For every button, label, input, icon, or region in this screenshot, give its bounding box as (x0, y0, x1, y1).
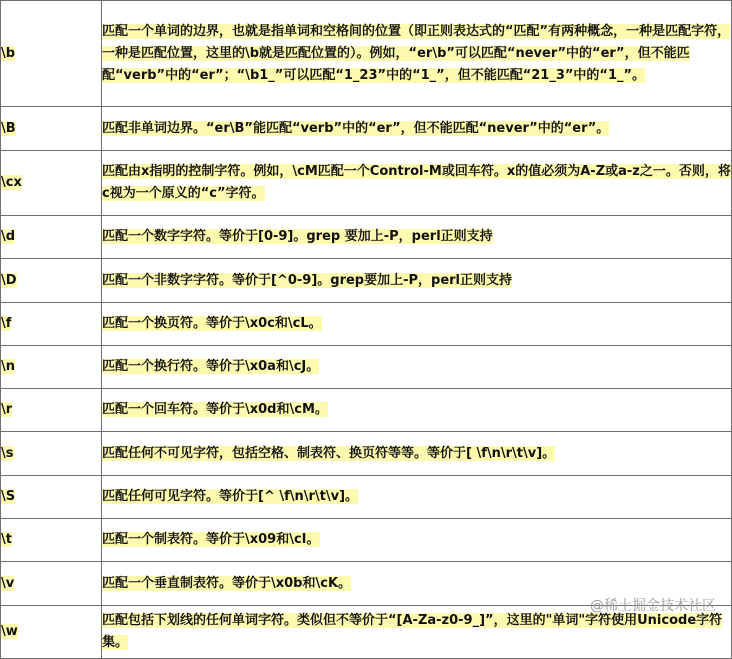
symbol-cell (1, 1, 102, 107)
description-cell (102, 151, 732, 216)
table-row (1, 346, 732, 389)
description-text: 匹配一个制表符。等价于\x09和\cI。 (102, 532, 320, 547)
description-text: 匹配包括下划线的任何单词字符。类似但不等价于“[A-Za-z0-9_]”，这里的"单词"字符使用Unicode字符集。 (102, 613, 723, 650)
symbol-cell (1, 519, 102, 562)
description-cell (102, 432, 732, 476)
description-text: 匹配一个数字字符。等价于[0-9]。grep 要加上-P，perl正则支持 (102, 229, 493, 244)
symbol-cell (1, 606, 102, 659)
table-row (1, 216, 732, 259)
symbol-text: \v (1, 575, 15, 591)
description-text: 匹配一个单词的边界，也就是指单词和空格间的位置（即正则表达式的“匹配”有两种概念，一种是匹配字符，一种是匹配位置，这里的\b就是匹配位置的）。例如，“er\b”可以匹配“never”中的“er”，但不能匹配“verb”中的“er”；“\b1_”可以匹配“1_23”中的“1_”，但不能匹配“21_3”中的“1_”。 (102, 23, 731, 83)
description-cell (102, 346, 732, 389)
description-cell (102, 519, 732, 562)
table-row (1, 389, 732, 432)
symbol-cell (1, 259, 102, 303)
symbol-text: \cx (1, 175, 22, 190)
symbol-text: \S (1, 489, 16, 504)
description-text: 匹配非单词边界。“er\B”能匹配“verb”中的“er”，但不能匹配“never”中的“er”。 (102, 120, 610, 136)
watermark: @稀土掘金技术社区 (590, 598, 716, 614)
table-row (1, 107, 732, 151)
description-cell (102, 389, 732, 432)
description-text: 匹配一个垂直制表符。等价于\x0b和\cK。 (102, 575, 352, 591)
symbol-text: \w (1, 624, 18, 639)
description-cell (102, 107, 732, 151)
symbol-cell (1, 216, 102, 259)
symbol-cell (1, 562, 102, 606)
symbol-cell (1, 476, 102, 519)
table-row (1, 303, 732, 346)
table-row (1, 432, 732, 476)
symbol-text: \r (1, 402, 13, 417)
description-text: 匹配一个换行符。等价于\x0a和\cJ。 (102, 359, 320, 374)
description-text: 匹配任何不可见字符，包括空格、制表符、换页符等等。等价于[ \f\n\r\t\v]。 (102, 445, 556, 461)
table-row (1, 259, 732, 303)
table-row (1, 1, 732, 107)
symbol-text: \t (1, 532, 12, 547)
description-cell (102, 476, 732, 519)
description-text: 匹配由x指明的控制字符。例如，\cM匹配一个Control-M或回车符。x的值必须为A-Z或a-z之一。否则，将c视为一个原义的“c”字符。 (102, 164, 731, 201)
description-cell (102, 303, 732, 346)
symbol-cell (1, 151, 102, 216)
symbol-cell (1, 303, 102, 346)
table-row (1, 519, 732, 562)
symbol-text: \n (1, 359, 16, 374)
symbol-cell (1, 389, 102, 432)
symbol-text: \s (1, 445, 14, 461)
table-row (1, 151, 732, 216)
description-cell (102, 1, 732, 107)
symbol-cell (1, 107, 102, 151)
description-text: 匹配任何可见字符。等价于[^ \f\n\r\t\v]。 (102, 489, 359, 504)
description-text: 匹配一个非数字字符。等价于[^0-9]。grep要加上-P，perl正则支持 (102, 272, 513, 288)
regex-table-body (1, 1, 732, 659)
symbol-text: \f (1, 316, 12, 331)
description-cell (102, 259, 732, 303)
symbol-cell (1, 432, 102, 476)
symbol-text: \D (1, 272, 17, 288)
table-row (1, 476, 732, 519)
symbol-text: \b (1, 45, 16, 61)
symbol-text: \d (1, 229, 16, 244)
symbol-text: \B (1, 120, 16, 136)
symbol-cell (1, 346, 102, 389)
description-cell (102, 216, 732, 259)
description-text: 匹配一个回车符。等价于\x0d和\cM。 (102, 402, 328, 417)
description-text: 匹配一个换页符。等价于\x0c和\cL。 (102, 316, 322, 331)
